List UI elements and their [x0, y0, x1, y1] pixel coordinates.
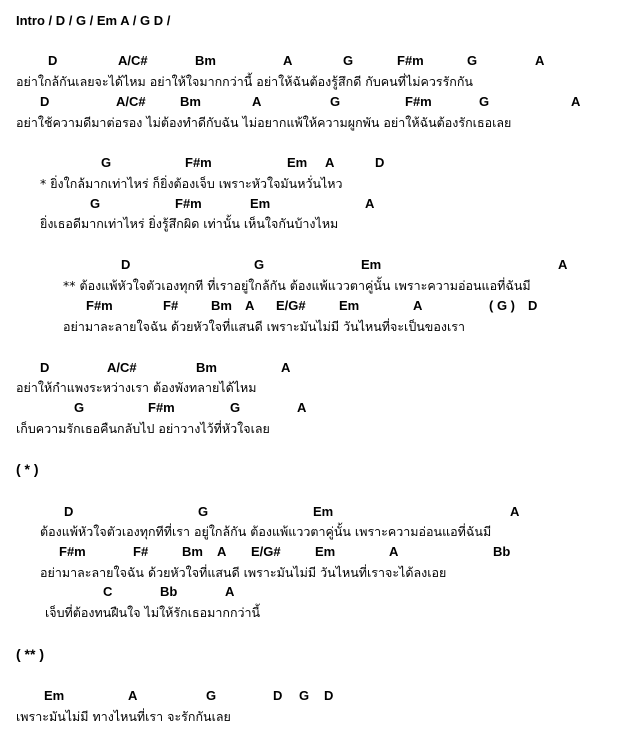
chord: E/G#	[251, 544, 281, 559]
chord: G	[299, 688, 310, 703]
chord: D	[273, 688, 283, 703]
chord: Bm	[182, 544, 203, 559]
chord: A	[281, 360, 291, 375]
lyric-line: อย่าใช้ความดีมาต่อรอง ไม่ต้องทำดีกับฉัน ไม่อยากแพ้ให้ความผูกพัน อย่าให้ฉันต้องรักเธอเลย	[16, 115, 512, 130]
chord: D	[121, 257, 131, 272]
chord: G	[479, 94, 490, 109]
chord: F#m	[148, 400, 175, 415]
chord: Bm	[195, 53, 216, 68]
chord: A	[571, 94, 581, 109]
chord: A	[510, 504, 520, 519]
chord: A	[389, 544, 399, 559]
chord: Em	[44, 688, 65, 703]
chord: F#m	[59, 544, 86, 559]
lyric-line: ** ต้องแพ้หัวใจตัวเองทุกที ที่เราอยู่ใกล้กัน ต้องแพ้แววตาคู่นั้น เพราะความอ่อนแอที่ฉันมี	[63, 278, 531, 293]
chord: A	[325, 155, 335, 170]
chord: ( G )	[489, 298, 515, 313]
chord: G	[230, 400, 241, 415]
chord: D	[324, 688, 334, 703]
chord: E/G#	[276, 298, 306, 313]
chord: F#	[133, 544, 149, 559]
lyric-line: เจ็บที่ต้องทนฝืนใจ ไม่ให้รักเธอมากกว่านี้	[45, 605, 261, 620]
chord: G	[206, 688, 217, 703]
chord: D	[40, 94, 50, 109]
chord: A	[535, 53, 545, 68]
chord: F#m	[86, 298, 113, 313]
repeat-marker: ( * )	[16, 461, 39, 477]
chord: G	[330, 94, 341, 109]
chord: Bm	[180, 94, 201, 109]
chord: Em	[361, 257, 382, 272]
chord: D	[528, 298, 538, 313]
chord: D	[48, 53, 58, 68]
chord: D	[375, 155, 385, 170]
chord: G	[74, 400, 85, 415]
chord: F#m	[185, 155, 212, 170]
chord: Em	[315, 544, 336, 559]
lyric-line: อย่ามาละลายใจฉัน ด้วยหัวใจที่แสนดี เพราะมันไม่มี วันไหนที่เราจะได้ลงเอย	[40, 565, 447, 580]
chord: A	[365, 196, 375, 211]
chord: G	[101, 155, 112, 170]
chord: A	[128, 688, 138, 703]
chord: A	[297, 400, 307, 415]
chord: Em	[250, 196, 271, 211]
chord: G	[90, 196, 101, 211]
chord: A/C#	[118, 53, 148, 68]
chord: D	[40, 360, 50, 375]
chord: A	[225, 584, 235, 599]
intro-line: Intro / D / G / Em A / G D /	[16, 13, 171, 28]
lyric-line: อย่าใกล้กันเลยจะได้ไหม อย่าให้ใจมากกว่านี้ อย่าให้ฉันต้องรู้สึกดี กับคนที่ไม่ควรรักกัน	[16, 74, 473, 89]
chord: A	[245, 298, 255, 313]
lyric-line: อย่าให้กำแพงระหว่างเรา ต้องพังทลายได้ไหม	[16, 380, 257, 395]
chord: G	[254, 257, 265, 272]
chord: A	[252, 94, 262, 109]
repeat-marker: ( ** )	[16, 646, 44, 662]
chord: A/C#	[107, 360, 137, 375]
chord: G	[467, 53, 478, 68]
chord: A/C#	[116, 94, 146, 109]
chord: A	[217, 544, 227, 559]
chord: Bm	[211, 298, 232, 313]
chord: Em	[339, 298, 360, 313]
chord: F#m	[405, 94, 432, 109]
chord: C	[103, 584, 113, 599]
chord: Bb	[493, 544, 511, 559]
lyric-line: อย่ามาละลายใจฉัน ด้วยหัวใจที่แสนดี เพราะมันไม่มี วันไหนที่จะเป็นของเรา	[63, 319, 465, 334]
lyric-line: เพราะมันไม่มี ทางไหนที่เรา จะรักกันเลย	[16, 709, 231, 724]
lyric-line: เก็บความรักเธอคืนกลับไป อย่าวางไว้ที่หัวใจเลย	[16, 421, 270, 436]
chord: G	[198, 504, 209, 519]
lyric-line: * ยิ่งใกล้มากเท่าไหร่ ก็ยิ่งต้องเจ็บ เพราะหัวใจมันหวั่นไหว	[40, 176, 343, 191]
chord: F#	[163, 298, 179, 313]
chord: A	[413, 298, 423, 313]
chord: Em	[287, 155, 308, 170]
chord: D	[64, 504, 74, 519]
lyric-line: ต้องแพ้หัวใจตัวเองทุกทีที่เรา อยู่ใกล้กัน ต้องแพ้แววตาคู่นั้น เพราะความอ่อนแอที่ฉันมี	[40, 524, 492, 539]
chord: Bb	[160, 584, 178, 599]
chord: G	[343, 53, 354, 68]
chord: A	[558, 257, 568, 272]
chord: F#m	[175, 196, 202, 211]
chord: Bm	[196, 360, 217, 375]
chord: F#m	[397, 53, 424, 68]
lyric-line: ยิ่งเธอดีมากเท่าไหร่ ยิ่งรู้สึกผิด เท่านั้น เห็นใจกันบ้างไหม	[40, 216, 339, 231]
chord: Em	[313, 504, 334, 519]
chord: A	[283, 53, 293, 68]
